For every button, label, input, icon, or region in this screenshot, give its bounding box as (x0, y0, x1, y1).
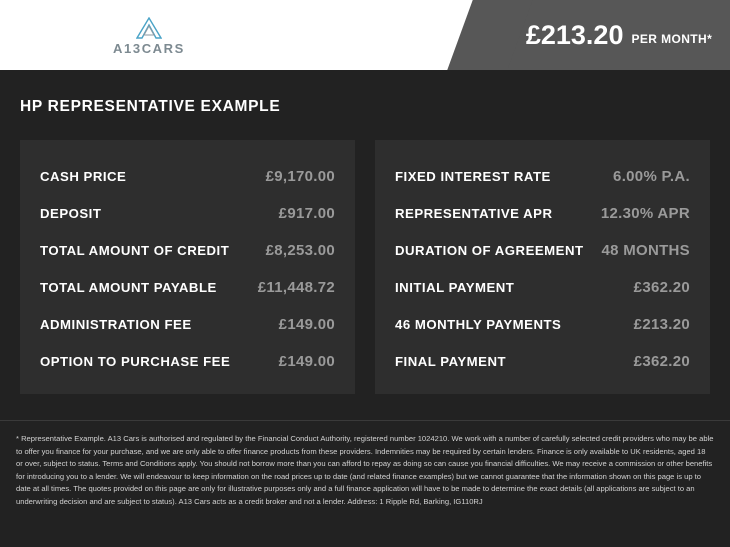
detail-value: 48 MONTHS (601, 242, 690, 259)
monthly-price-suffix: PER MONTH* (631, 31, 713, 46)
detail-value: £213.20 (633, 316, 690, 333)
detail-row (38, 269, 337, 306)
detail-row (393, 306, 692, 343)
detail-label: TOTAL AMOUNT PAYABLE (40, 280, 217, 295)
brand-logo-text: A13CARS (113, 40, 185, 56)
right-details-panel (375, 140, 710, 394)
detail-value: 6.00% P.A. (613, 168, 690, 185)
triangle-car-logo-icon (136, 17, 162, 39)
detail-value: £362.20 (633, 353, 690, 370)
disclaimer-text: * Representative Example. A13 Cars is authorised and regulated by the Financial Conduct Authority, registered number 1024210. We work with a number of carefully selected credit providers who may be able to offer you finance for your purchase, and we are only able to offer finance products from these providers. Indemnities may be required by certain lenders. Finance is only available to UK residents, aged 18 or over, subject to status. Terms and Conditions apply. You should not borrow more than you can afford to repay as doing so can cause you financial difficulties. We may receive a commission or other benefits for introducing you to a lender. We will endeavour to keep information on the road prices up to date (and related finance examples) but we cannot guarantee that the information shown on this page is up to date at all times. The quotes provided on this page are only for illustrative purposes only and a full finance application will have to be made to determine the exact details (all applications are subject to an underwriting decision and are subject to status). A13 Cars acts as a credit broker and not a lender. Address: 1 Ripple Rd, Barking, IG110RJ (16, 434, 714, 506)
finance-details-panels (0, 116, 730, 394)
detail-row (393, 343, 692, 380)
detail-value: £149.00 (278, 353, 335, 370)
detail-row (38, 232, 337, 269)
detail-label: DEPOSIT (40, 206, 102, 221)
detail-value: 12.30% APR (600, 205, 690, 222)
detail-row (38, 158, 337, 195)
detail-label: CASH PRICE (40, 169, 127, 184)
detail-value: £9,170.00 (265, 168, 335, 185)
detail-label: FINAL PAYMENT (395, 354, 507, 369)
detail-value: £11,448.72 (257, 279, 335, 296)
left-details-panel (20, 140, 355, 394)
detail-label: OPTION TO PURCHASE FEE (40, 354, 231, 369)
detail-label: 46 MONTHLY PAYMENTS (395, 317, 562, 332)
detail-value: £149.00 (278, 316, 335, 333)
detail-value: £8,253.00 (265, 242, 335, 259)
detail-label: INITIAL PAYMENT (395, 280, 515, 295)
detail-label: REPRESENTATIVE APR (395, 206, 553, 221)
detail-label: ADMINISTRATION FEE (40, 317, 192, 332)
page-title: HP REPRESENTATIVE EXAMPLE (20, 98, 281, 115)
page-header (0, 0, 730, 70)
detail-row (393, 195, 692, 232)
detail-row (38, 343, 337, 380)
detail-row (393, 158, 692, 195)
brand-logo (104, 12, 194, 60)
detail-value: £362.20 (633, 279, 690, 296)
detail-row (38, 195, 337, 232)
detail-label: FIXED INTEREST RATE (395, 169, 551, 184)
detail-row (393, 232, 692, 269)
monthly-price-banner (494, 0, 730, 70)
detail-row (393, 269, 692, 306)
monthly-price-amount: £213.20 (525, 19, 624, 50)
detail-label: DURATION OF AGREEMENT (395, 243, 584, 258)
detail-row (38, 306, 337, 343)
detail-value: £917.00 (278, 205, 335, 222)
detail-label: TOTAL AMOUNT OF CREDIT (40, 243, 230, 258)
